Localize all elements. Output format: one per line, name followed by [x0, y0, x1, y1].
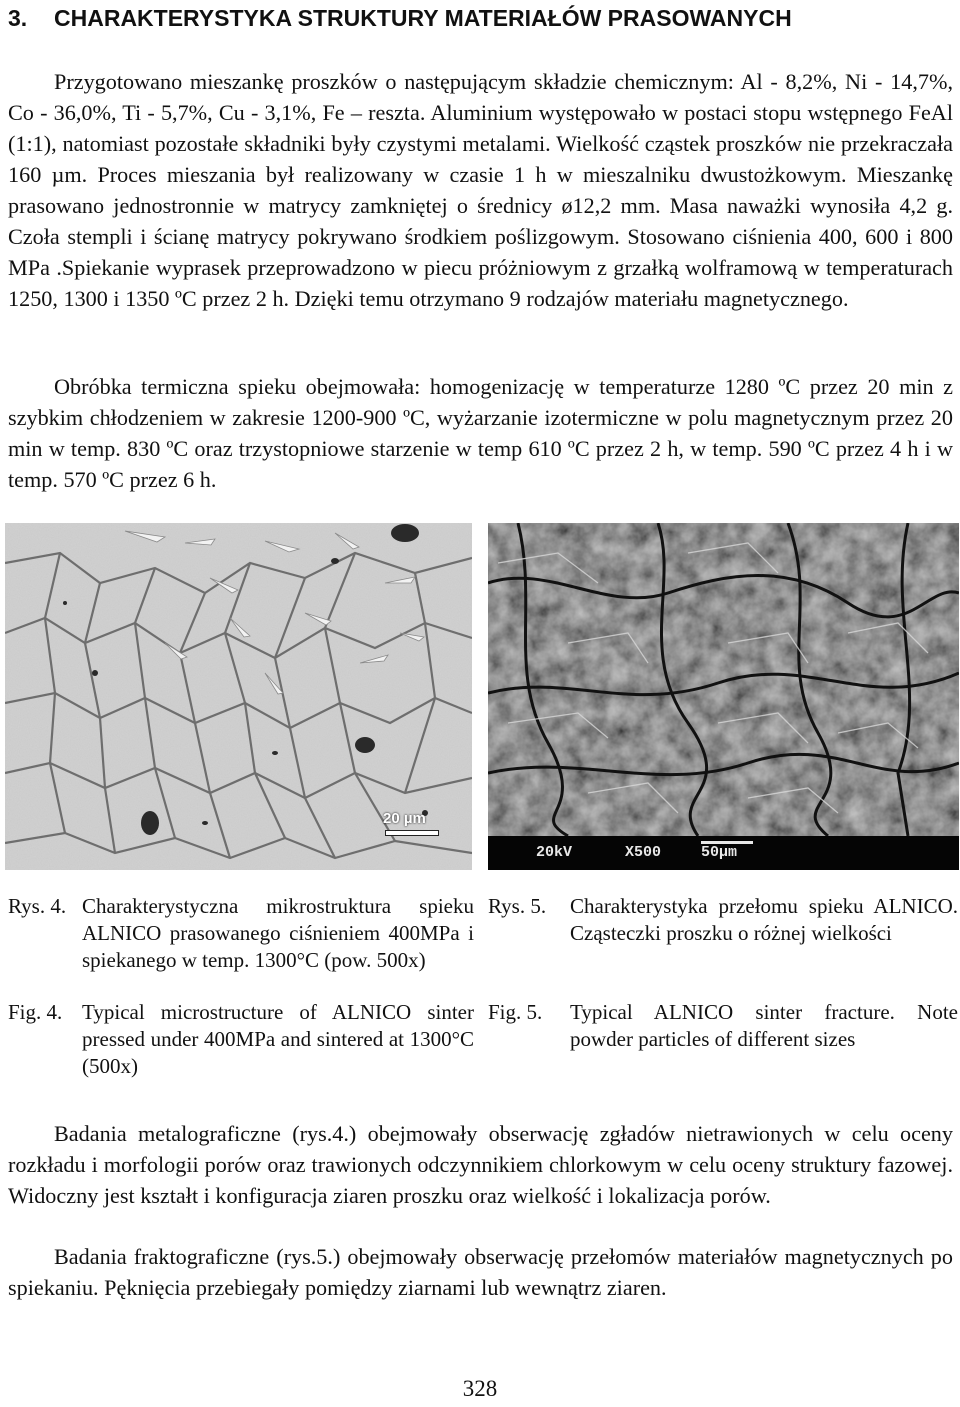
figure-4-caption-pl-label: Rys. 4. — [8, 894, 67, 918]
paragraph-metallography-text: Badania metalograficzne (rys.4.) obejmowały obserwację zgładów nietrawionych w celu oceny rozkładu i morfologii porów oraz trawionych odczynnikiem chlorkowym w celu oceny struktury fazowej. Widoczny jest kształt i konfiguracja ziaren proszku oraz wielkość i lokalizacja porów. — [8, 1121, 953, 1208]
figure-4-caption — [8, 893, 474, 1078]
sem-image — [488, 523, 959, 870]
figure-5-sem-image — [488, 523, 959, 870]
micrograph-scale-label: 20 µm — [383, 810, 426, 827]
paragraph-preparation-text: Przygotowano mieszankę proszków o następującym składzie chemicznym: Al - 8,2%, Ni - 14,7%, Co - 36,0%, Ti - 5,7%, Cu - 3,1%, Fe – reszta. Aluminium występowało w postaci stopu wstępnego FeAl (1:1), natomiast pozostałe składniki były czystymi metalami. Wielkość cząstek proszków nie przekraczała 160 µm. Proces mieszania był realizowany w czasie 1 h w mieszalniku dwustożkowym. Mieszankę prasowano jednostronnie w matrycy zamkniętej o średnicy ø12,2 mm. Masa naważki wynosiła 4,2 g. Czoła stempli i ścianę matrycy pokrywano środkiem poślizgowym. Stosowano ciśnienia 400, 600 i 800 MPa .Spiekanie wyprasek przeprowadzono w piecu próżniowym z grzałką wolframową w temperaturach 1250, 1300 i 1350 ºC przez 2 h. Dzięki temu otrzymano 9 rodzajów materiału magnetycznego. — [8, 69, 953, 311]
section-heading — [8, 2, 953, 34]
figure-5-caption-en-label: Fig. 5. — [488, 1000, 543, 1024]
figure-4-caption-en-label: Fig. 4. — [8, 1000, 63, 1024]
sem-voltage: 20kV — [536, 844, 573, 861]
figure-5-caption-pl-text: Charakterystyka przełomu spieku ALNICO. Cząsteczki proszku o różnej wielkości — [570, 894, 958, 945]
figure-4-caption-en — [8, 999, 474, 1080]
figure-5-caption-pl-label: Rys. 5. — [488, 894, 547, 918]
paragraph-metallography — [8, 1118, 953, 1211]
section-number: 3. — [8, 5, 28, 31]
figure-5-caption — [488, 893, 958, 1051]
figure-5-caption-en — [488, 999, 958, 1053]
figure-5-caption-en-text: Typical ALNICO sinter fracture. Note powder particles of different sizes — [570, 1000, 958, 1051]
figure-4-caption-pl — [8, 893, 474, 974]
paragraph-preparation — [8, 66, 953, 314]
figure-4-caption-pl-text: Charakterystyczna mikrostruktura spieku ALNICO prasowanego ciśnieniem 400MPa i spiekanego w temp. 1300°C (pow. 500x) — [82, 894, 474, 972]
paragraph-heat-treatment — [8, 371, 953, 495]
sem-magnification: X500 — [625, 844, 662, 861]
section-title: CHARAKTERYSTYKA STRUKTURY MATERIAŁÓW PRASOWANYCH — [54, 5, 792, 31]
paragraph-heat-treatment-text: Obróbka termiczna spieku obejmowała: homogenizację w temperaturze 1280 ºC przez 20 min z szybkim chłodzeniem w zakresie 1200-900 ºC, wyżarzanie izotermiczne w polu magnetycznym przez 20 min w temp. 830 ºC oraz trzystopniowe starzenie w temp 610 ºC przez 2 h, w temp. 590 ºC przez 4 h i w temp. 570 ºC przez 6 h. — [8, 374, 953, 492]
page-number: 328 — [462, 1376, 498, 1401]
paragraph-fractography — [8, 1241, 953, 1303]
figure-5-caption-pl — [488, 893, 958, 947]
figure-4-caption-en-text: Typical microstructure of ALNICO sinter pressed under 400MPa and sintered at 1300°C (500x) — [82, 1000, 474, 1078]
figure-4-micrograph — [5, 523, 472, 870]
sem-info-bar — [488, 836, 959, 870]
paragraph-fractography-text: Badania fraktograficzne (rys.5.) obejmowały obserwację przełomów materiałów magnetycznych po spiekaniu. Pęknięcia przebiegały pomiędzy ziarnami lub wewnątrz ziaren. — [8, 1244, 953, 1300]
sem-scale-label: 50µm — [701, 844, 738, 861]
micrograph-scale-bar — [385, 830, 439, 836]
